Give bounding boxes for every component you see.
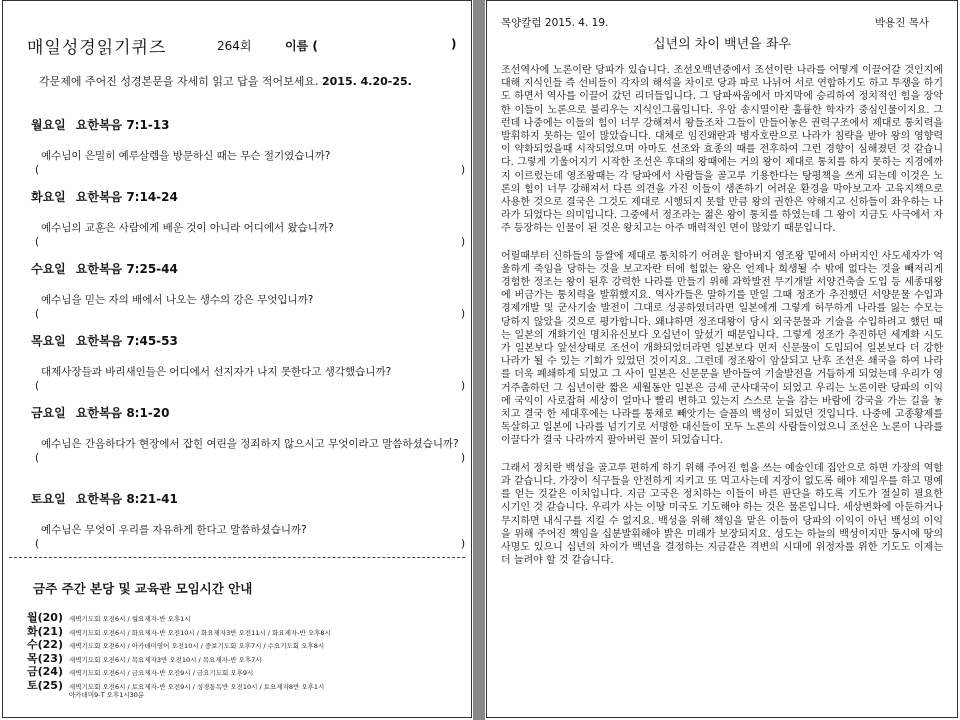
quiz-day bbox=[31, 116, 471, 178]
schedule-extra: 아카데미9-T 오후1시30분 bbox=[69, 691, 145, 699]
day-label: 수요일 bbox=[31, 262, 66, 276]
day-label: 금요일 bbox=[31, 406, 66, 420]
name-label: 이름 ( bbox=[285, 39, 318, 53]
answer-blank[interactable] bbox=[35, 308, 471, 322]
schedule-day: 수(22) bbox=[27, 638, 63, 651]
column-title: 십년의 차이 백년을 좌우 bbox=[653, 37, 791, 52]
schedule-row bbox=[27, 663, 467, 677]
day-heading bbox=[31, 116, 471, 133]
column-meta bbox=[501, 15, 937, 29]
answer-blank[interactable] bbox=[35, 380, 471, 394]
column-author: 박용진 목사 bbox=[875, 17, 930, 29]
schedule-day: 금(24) bbox=[27, 665, 63, 678]
question-text: 대제사장들과 바리새인들은 어디에서 선지자가 나지 못한다고 생각했습니까? bbox=[41, 366, 392, 378]
schedule-text: 새벽기도회 오전6시 / 토요제자-반 오전9시 / 성경통독반 오전10시 / 토요제자8반 오후1시 bbox=[69, 682, 325, 691]
intro-text: 각문제에 주어진 성경본문을 자세히 읽고 답을 적어보세요. bbox=[39, 75, 322, 88]
column-body bbox=[501, 64, 943, 581]
name-close: ) bbox=[451, 37, 457, 51]
answer-close-paren: ) bbox=[461, 538, 466, 550]
question-text: 예수님을 믿는 자의 배에서 나오는 생수의 강은 무엇입니까? bbox=[41, 294, 314, 306]
day-label: 목요일 bbox=[31, 334, 66, 348]
answer-blank[interactable] bbox=[35, 164, 471, 178]
day-heading bbox=[31, 188, 471, 205]
column-paragraph: 어릴때부터 신하들의 등쌀에 제대로 통치하기 어려운 할아버지 영조왕 밑에서 아버지인 사도세자가 억울하게 죽임을 당하는 것을 보고자란 터에 힘없는 왕은 언제나 희생될 수 밖에 없다는 것을 빼저리게 경험한 정조는 왕이 된후 강력한 나라를 만들기 위해 과학발전 무기개발 서양건축술 도입 등 세종대왕에 버금가는 통치력을 발휘했지요. 역사가들은 말하기를 만일 그때 정조가 추진했던 서양문물 수입과 경제개발 및 군사기술 발전이 그대로 성공하였더라면 일본에게 그렇게 허무하게 나라를 잃는 수모는 당하지 않았을 것으로 평가합니다. 왜냐하면 정조대왕이 당시 외국문물과 기술을 수입하려고 했던 때는 일본의 개화기인 명치유신보다 오십년이 앞섰기 때문입니다. 그렇게 정조가 추진하던 세계화 시도가 일본보다 앞선상태로 조선이 개화되었더라면 일본보다 먼저 신문물이 도입되어 일본보다 더 강한 나라가 될 수 있는 기회가 있었던 것이지요. 그런데 정조왕이 암살되고 난후 조선은 쇄국을 하여 나라를 더욱 폐쇄하게 되었고 그 사이 일본은 신문문을 받아들여 기술발전을 거듭하게 되었는데 우리가 영거주춤하던 그 십년이란 짧은 세월동안 일본은 금세 군사대국이 되었고 우리는 노론이란 당파의 이익에 국익이 사로잡혀 세상이 얼마나 빨리 변하고 있는지 스스로 눈을 감는 바람에 강국을 가는 길을 놓치고 결국 한 세대후에는 나라를 통채로 빼앗기는 슬픔의 백성이 되었던 것입니다. 나중에 고종황제를 독살하고 일본에 나라를 넘기기로 서명한 대신들이 모두 노론의 사람들이었으니 조선은 노론이 나라를 이끌다가 결국 나라까지 팔아버린 꼴이 되었습니다. bbox=[501, 250, 943, 447]
answer-close-paren: ) bbox=[461, 380, 466, 392]
schedule-day: 월(20) bbox=[27, 611, 63, 624]
scripture-ref: 요한복음 7:14-24 bbox=[75, 190, 178, 204]
quiz-page bbox=[2, 0, 472, 718]
scripture-ref: 요한복음 8:1-20 bbox=[75, 406, 170, 420]
day-heading bbox=[31, 404, 471, 421]
schedule-day: 토(25) bbox=[27, 678, 63, 692]
answer-open-paren: ( bbox=[35, 164, 40, 176]
schedule-row bbox=[27, 623, 467, 637]
quiz-day bbox=[31, 188, 471, 250]
column-paragraph: 그래서 정치란 백성을 골고루 편하게 하기 위해 주어진 힘을 쓰는 예술인데 집안으로 하면 가장의 역할과 같습니다. 가장이 식구들을 안전하게 지키고 또 먹고사는데 지장이 없도록 해야 제일우를 하고 명예를 얻는 것같은 이치입니다. 지금 고국은 정치하는 이들이 바른 판단을 하도록 기도가 절실히 필요한 시기인 것 같습니다. 우리가 사는 이땅 미국도 기도해야 하는 것은 물론입니다. 세상변화에 아둔하거나 무지하면 내식구를 지킬 수 없지요. 백성을 위해 책임을 맡은 이들이 당파의 이익이 아닌 백성의 이익을 위해 주어진 책임을 십분발휘해야 밝은 미래가 보장되지요. 성도는 하늘의 백성이지만 동시에 땅의 사명도 있으니 십년의 차이가 백년을 결정하는 지금같은 격변의 시대에 위정자를 위한 기도도 이제는 더 늘려야 할 것 같습니다. bbox=[501, 462, 943, 567]
quiz-day bbox=[31, 260, 471, 322]
schedule-row bbox=[27, 650, 467, 664]
column-date: 목양칼럼 2015. 4. 19. bbox=[501, 17, 609, 29]
intro-date: 2015. 4.20-25. bbox=[322, 75, 412, 88]
schedule-day: 화(21) bbox=[27, 624, 63, 638]
schedule-text: 새벽기도회 오전6시 / 금요제자-반 오전9시 / 금요기도회 오후9시 bbox=[69, 669, 254, 677]
day-heading bbox=[31, 260, 471, 277]
day-heading bbox=[31, 332, 471, 349]
answer-blank[interactable] bbox=[35, 538, 471, 552]
schedule-row bbox=[27, 636, 467, 650]
column-page bbox=[486, 0, 958, 718]
quiz-intro bbox=[39, 73, 412, 89]
quiz-day bbox=[31, 332, 471, 394]
quiz-day bbox=[31, 490, 471, 552]
schedule-row bbox=[27, 677, 467, 691]
quiz-header bbox=[27, 33, 461, 57]
scripture-ref: 요한복음 7:45-53 bbox=[75, 334, 178, 348]
schedule-text: 새벽기도회 오전6시 / 화요제자-반 오전10시 / 화요제자3반 오전11시 / 화요제자-반 오후8시 bbox=[69, 628, 331, 637]
answer-blank[interactable] bbox=[35, 236, 471, 250]
schedule-title: 금주 주간 본당 및 교육관 모임시간 안내 bbox=[33, 581, 253, 596]
question-text: 예수님이 은밀히 예루살렘을 방문하신 때는 무슨 절기였습니까? bbox=[41, 150, 331, 162]
answer-blank[interactable] bbox=[35, 452, 471, 466]
quiz-issue: 264회 bbox=[217, 39, 252, 53]
answer-open-paren: ( bbox=[35, 452, 40, 464]
quiz-day bbox=[31, 404, 471, 466]
day-label: 토요일 bbox=[31, 492, 66, 506]
question-text: 예수님의 교훈은 사람에게 배운 것이 아니라 어디에서 왔습니까? bbox=[41, 222, 334, 234]
answer-close-paren: ) bbox=[461, 164, 466, 176]
scripture-ref: 요한복음 8:21-41 bbox=[75, 492, 178, 506]
quiz-title: 매일성경읽기퀴즈 bbox=[27, 38, 167, 58]
day-label: 월요일 bbox=[31, 118, 66, 132]
answer-open-paren: ( bbox=[35, 538, 40, 550]
column-paragraph: 조선역사에 노론이란 당파가 있습니다. 조선오백년중에서 조선이란 나라를 어떻게 이끌어갈 것인지에 대해 지식인들 즉 선비들이 각자의 해석을 차이로 당과 파로 나뉘어 서로 연합하기도 하고 투쟁을 하기도 하면서 역사를 이끌어 갔던 리더들입니다. 그 당파싸움에서 마지막에 승리하여 정치적인 힘을 장악한 이들이 노론으로 불리우는 지식인그룹입니다. 우암 송시열이란 훌륭한 학자가 중심인물이지요. 그런데 나중에는 이들의 힘이 너무 강해져서 왕들조차 그들이 만들어놓은 권력구조에서 제대로 통치력을 발휘하지 못하는 일이 많았습니다. 대체로 임진왜란과 병자호란으로 나라가 침략을 받아 왕의 영향력이 약화되었을때 시작되었으며 아마도 선조와 효종의 때를 전후하여 그런 경향이 심해졌던 것 같습니다. 그렇게 기울어지기 시작한 조선은 후대의 왕때에는 거의 왕이 제대로 통치를 하지 못하는 지경에까지 이르렀는데 영조왕때는 각 당파에서 사람들을 골고루 기용한다는 탕평책을 쓰게 되는데 이것은 노론의 힘이 너무 강해져서 다른 의견을 가진 이들이 생존하기 어려운 환경을 막아보고자 고육지책으로 사용한 것으로 결국은 그것도 제대로 시행되지 못할 만큼 왕의 권한은 약해지고 신하들이 좌우하는 나라가 되었다는 의미입니다. 그중에서 정조라는 젊은 왕이 통치를 하였는데 그 왕이 지금도 사극에서 자주 등장하는 인물이 된 것은 왕치고는 아주 매력적인 면이 많았기 때문입니다. bbox=[501, 65, 943, 235]
question-text: 예수님은 간음하다가 현장에서 잡힌 여린을 정죄하지 않으시고 무엇이라고 말씀하셨습니까? bbox=[41, 438, 459, 450]
answer-close-paren: ) bbox=[461, 452, 466, 464]
answer-open-paren: ( bbox=[35, 380, 40, 392]
day-label: 화요일 bbox=[31, 190, 66, 204]
schedule-text: 새벽기도회 오전6시 / 아카데미영어 오전10시 / 중보기도회 오후7시 / 수요기도회 오후8시 bbox=[69, 642, 325, 650]
scripture-ref: 요한복음 7:1-13 bbox=[75, 118, 170, 132]
scripture-ref: 요한복음 7:25-44 bbox=[75, 262, 178, 276]
answer-close-paren: ) bbox=[461, 236, 466, 248]
answer-close-paren: ) bbox=[461, 308, 466, 320]
day-heading bbox=[31, 490, 471, 507]
schedule-text: 새벽기도회 오전6시 / 목요제자3반 오전10시 / 목요제자-반 오후7시 bbox=[69, 655, 262, 664]
schedule-row bbox=[27, 609, 467, 623]
dashed-divider bbox=[9, 557, 465, 558]
schedule-list bbox=[27, 609, 467, 700]
page-gutter bbox=[473, 0, 485, 720]
schedule-text: 새벽기도회 오전6시 / 월요제자-반 오후1시 bbox=[69, 615, 191, 623]
answer-open-paren: ( bbox=[35, 308, 40, 320]
schedule-day: 목(23) bbox=[27, 651, 63, 665]
question-text: 예수님은 무엇이 우리를 자유하게 한다고 말씀하셨습니까? bbox=[41, 524, 307, 536]
answer-open-paren: ( bbox=[35, 236, 40, 248]
